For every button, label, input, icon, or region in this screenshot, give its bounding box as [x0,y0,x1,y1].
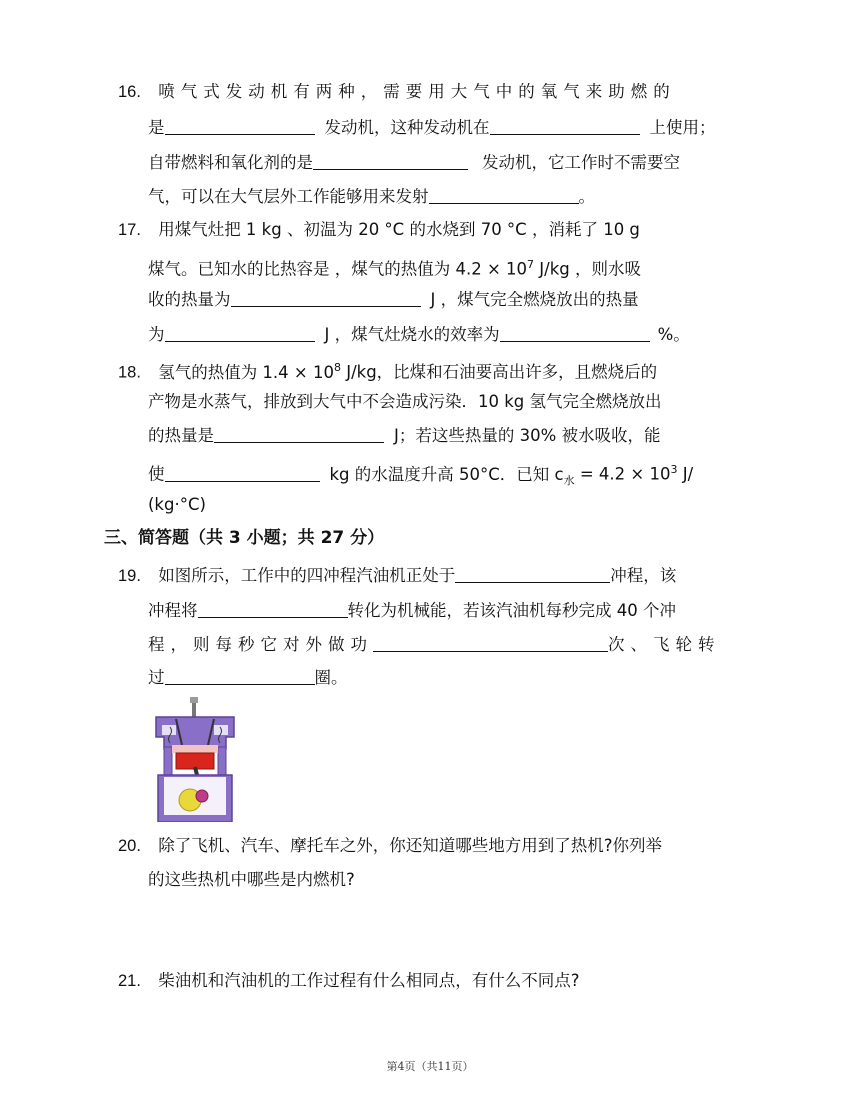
q17-text: J ，煤气灶烧水的效率为 [324,325,500,344]
q18-text: J/ [677,464,694,484]
exponent: 8 [333,361,341,374]
q19-text: 程，则每秒它对外做功 [148,635,373,654]
answer-blank[interactable] [231,288,421,307]
answer-blank[interactable] [165,666,315,685]
q18-text: 产物是水蒸气，排放到大气中不会造成污染．10 kg 氢气完全燃烧放出 [148,392,662,411]
page-footer: 第4页（共11页） [386,1060,474,1073]
spark-plug [192,703,196,717]
q16-text: 喷气式发动机有两种，需要用大气中的氧气来助燃的 [158,82,676,101]
q18-line4 [148,458,693,493]
q18-text: J/kg，比煤和石油要高出许多，且燃烧后的 [340,362,658,382]
q18-line3 [148,424,661,448]
q17-line4 [148,323,690,347]
q18-text: J；若这些热量的 30% 被水吸收，能 [394,426,661,445]
answer-blank[interactable] [429,185,579,204]
q17-text: 用煤气灶把 1 kg 、初温为 20 °C 的水烧到 70 °C ，消耗了 10 g [158,220,640,239]
q18-line2 [148,390,662,414]
q17-text: J/kg ，则水吸 [534,259,641,279]
q19-number: 19. [118,567,141,585]
subscript: 水 [563,473,575,487]
q18-text: kg 的水温度升高 50°C．已知 c [329,464,564,484]
q16-line4 [148,185,595,209]
answer-blank[interactable] [165,323,315,342]
q19-line2 [148,599,676,623]
q17-text: 为 [148,325,165,344]
q20-text: 的这些热机中哪些是内燃机? [148,870,355,889]
q16-text: 发动机，这种发动机在 [324,118,490,137]
answer-blank[interactable] [313,151,468,170]
q18-line5 [148,493,206,517]
q16-text: 。 [578,187,595,206]
q21-number: 21. [118,972,141,990]
q17-text: J ，煤气完全燃烧放出的热量 [430,290,639,309]
q19-line1 [118,564,676,588]
q17-text: 煤气。已知水的比热容是 ，煤气的热值为 4.2 × 10 [148,259,528,279]
q17-line3 [148,288,639,312]
answer-blank[interactable] [165,463,320,482]
exponent: 7 [527,258,535,271]
q18-text: 氢气的热值为 1.4 × 10 [158,362,334,382]
q18-number: 18. [118,363,141,382]
answer-blank[interactable] [455,564,610,583]
q17-number: 17. [118,221,141,239]
q19-text: 冲程将 [148,601,198,620]
q17-text: %。 [657,325,690,344]
q18-text: 使 [148,464,165,484]
q20-text: 除了飞机、汽车、摩托车之外，你还知道哪些地方用到了热机?你列举 [158,836,662,855]
answer-blank[interactable] [490,116,640,135]
section-heading: 三、简答题（共 3 小题；共 27 分） [104,528,385,548]
q20-number: 20. [118,837,141,855]
q16-text: 气，可以在大气层外工作能够用来发射 [148,187,429,206]
q18-text: = 4.2 × 10 [574,464,671,484]
combustion-chamber [172,745,218,753]
answer-blank[interactable] [373,633,608,652]
q16-text: 发动机，它工作时不需要空 [482,153,680,172]
q18-text: 的热量是 [148,426,214,445]
q16-line3 [148,151,680,175]
q18-text: (kg·°C) [148,495,206,514]
exponent: 3 [670,463,678,476]
q19-line4 [148,666,348,690]
q19-text: 转化为机械能，若该汽油机每秒完成 40 个冲 [347,601,676,620]
answer-blank[interactable] [198,599,348,618]
answer-blank[interactable] [214,424,384,443]
q20-line2 [148,868,355,892]
q19-line3 [148,633,721,657]
four-stroke-engine-illustration [150,697,240,822]
q21-line1 [118,969,579,993]
answer-blank[interactable] [500,323,650,342]
q17-line1 [118,218,640,242]
q16-text: 是 [148,118,165,137]
q19-text: 如图所示，工作中的四冲程汽油机正处于 [158,566,456,585]
q20-line1 [118,834,662,858]
piston [176,753,214,769]
q21-text: 柴油机和汽油机的工作过程有什么相同点，有什么不同点? [158,971,580,990]
q16-number: 16. [118,83,141,101]
engine-figure [150,697,240,822]
q16-text: 上使用； [649,118,716,137]
q18-line1 [118,356,657,385]
q17-line2 [148,253,641,282]
q16-line2 [148,116,716,140]
answer-blank[interactable] [165,116,315,135]
cylinder-wall-right [218,747,226,777]
q16-text: 自带燃料和氧化剂的是 [148,153,313,172]
q17-text: 收的热量为 [148,290,231,309]
q16-line1 [118,80,676,104]
q19-text: 过 [148,668,165,687]
crank-pin [196,790,208,802]
q19-text: 圈。 [314,668,348,687]
q19-text: 次、飞轮转 [608,635,721,654]
spark-plug-top [190,697,198,703]
q19-text: 冲程，该 [610,566,677,585]
intake-port [162,725,176,735]
cylinder-wall-left [164,747,172,777]
